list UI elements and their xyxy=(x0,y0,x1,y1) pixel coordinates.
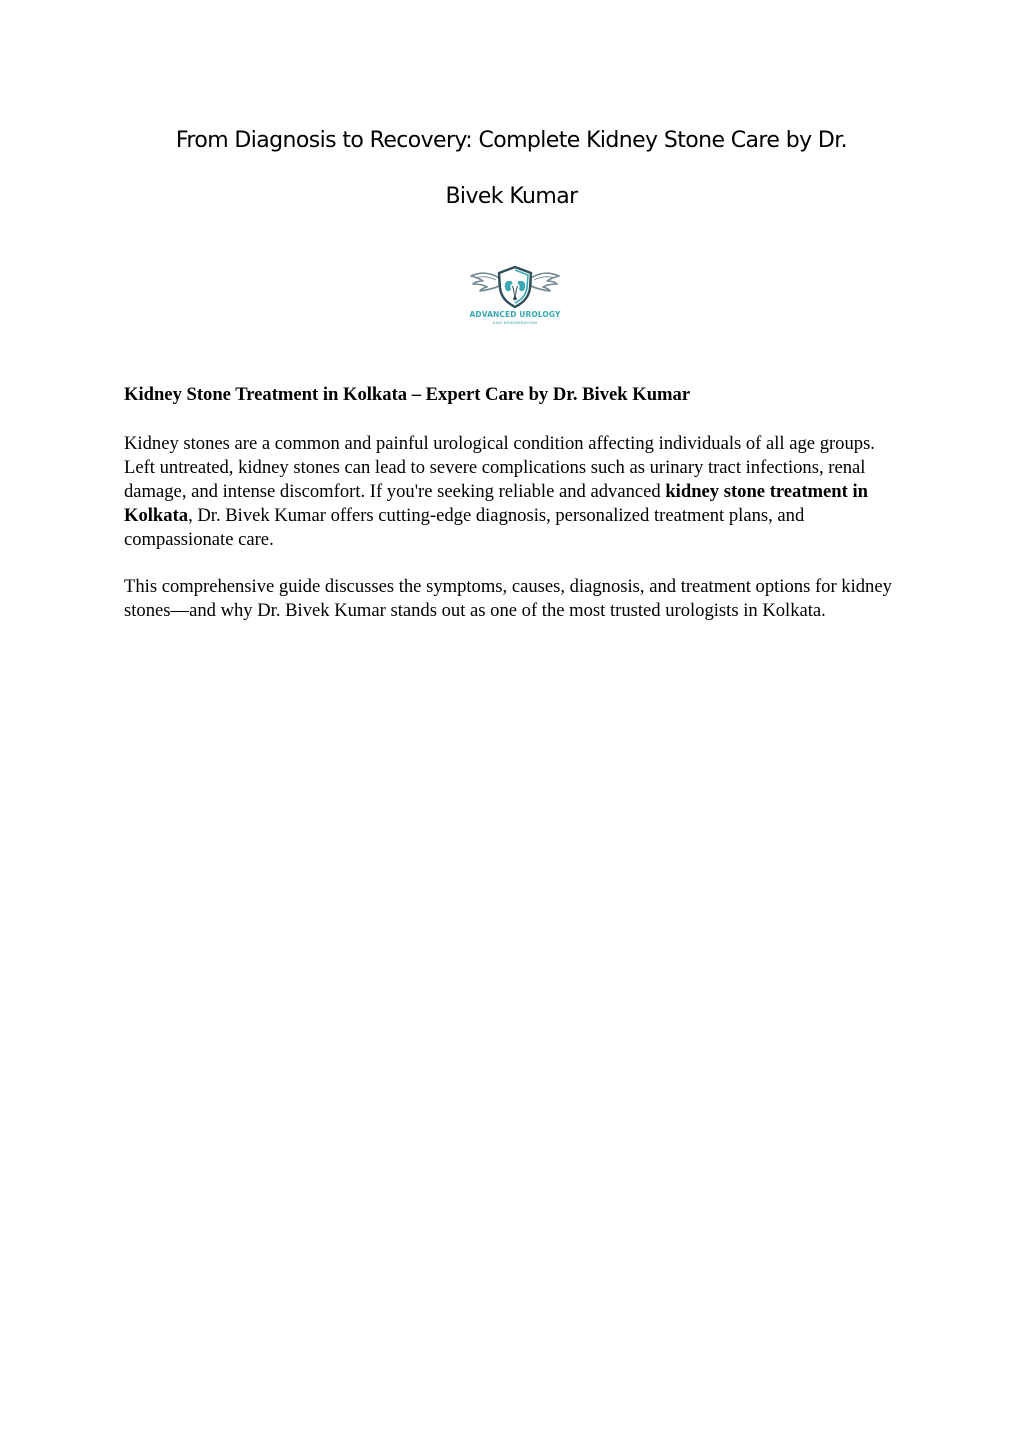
intro-paragraph-bold-keyword: kidney stone treatment in Kolkata xyxy=(124,481,868,526)
logo-text-main: ADVANCED UROLOGY xyxy=(469,310,561,319)
winged-shield-kidney-logo-icon xyxy=(466,264,564,312)
logo-text-sub: AND REGENERATION xyxy=(492,321,538,325)
advanced-urology-logo xyxy=(466,264,564,338)
intro-paragraph-text-2: , Dr. Bivek Kumar offers cutting-edge diagnosis, personalized treatment plans, and compassionate care. xyxy=(124,505,805,550)
document-title-line-2: Bivek Kumar xyxy=(445,184,578,209)
section-heading: Kidney Stone Treatment in Kolkata – Expert Care by Dr. Bivek Kumar xyxy=(124,384,691,405)
intro-paragraph-text-1: Kidney stones are a common and painful urological condition affecting individuals of all age groups. Left untreated, kidney stones can lead to severe complications such as urinary tract infections, renal damage, and intense discomfort. If you're seeking reliable and advanced xyxy=(124,433,875,502)
document-title-line-1: From Diagnosis to Recovery: Complete Kidney Stone Care by Dr. xyxy=(175,128,848,153)
intro-paragraph xyxy=(124,432,904,552)
guide-paragraph: This comprehensive guide discusses the symptoms, causes, diagnosis, and treatment options for kidney stones—and why Dr. Bivek Kumar stands out as one of the most trusted urologists in Kolkata. xyxy=(124,576,892,621)
